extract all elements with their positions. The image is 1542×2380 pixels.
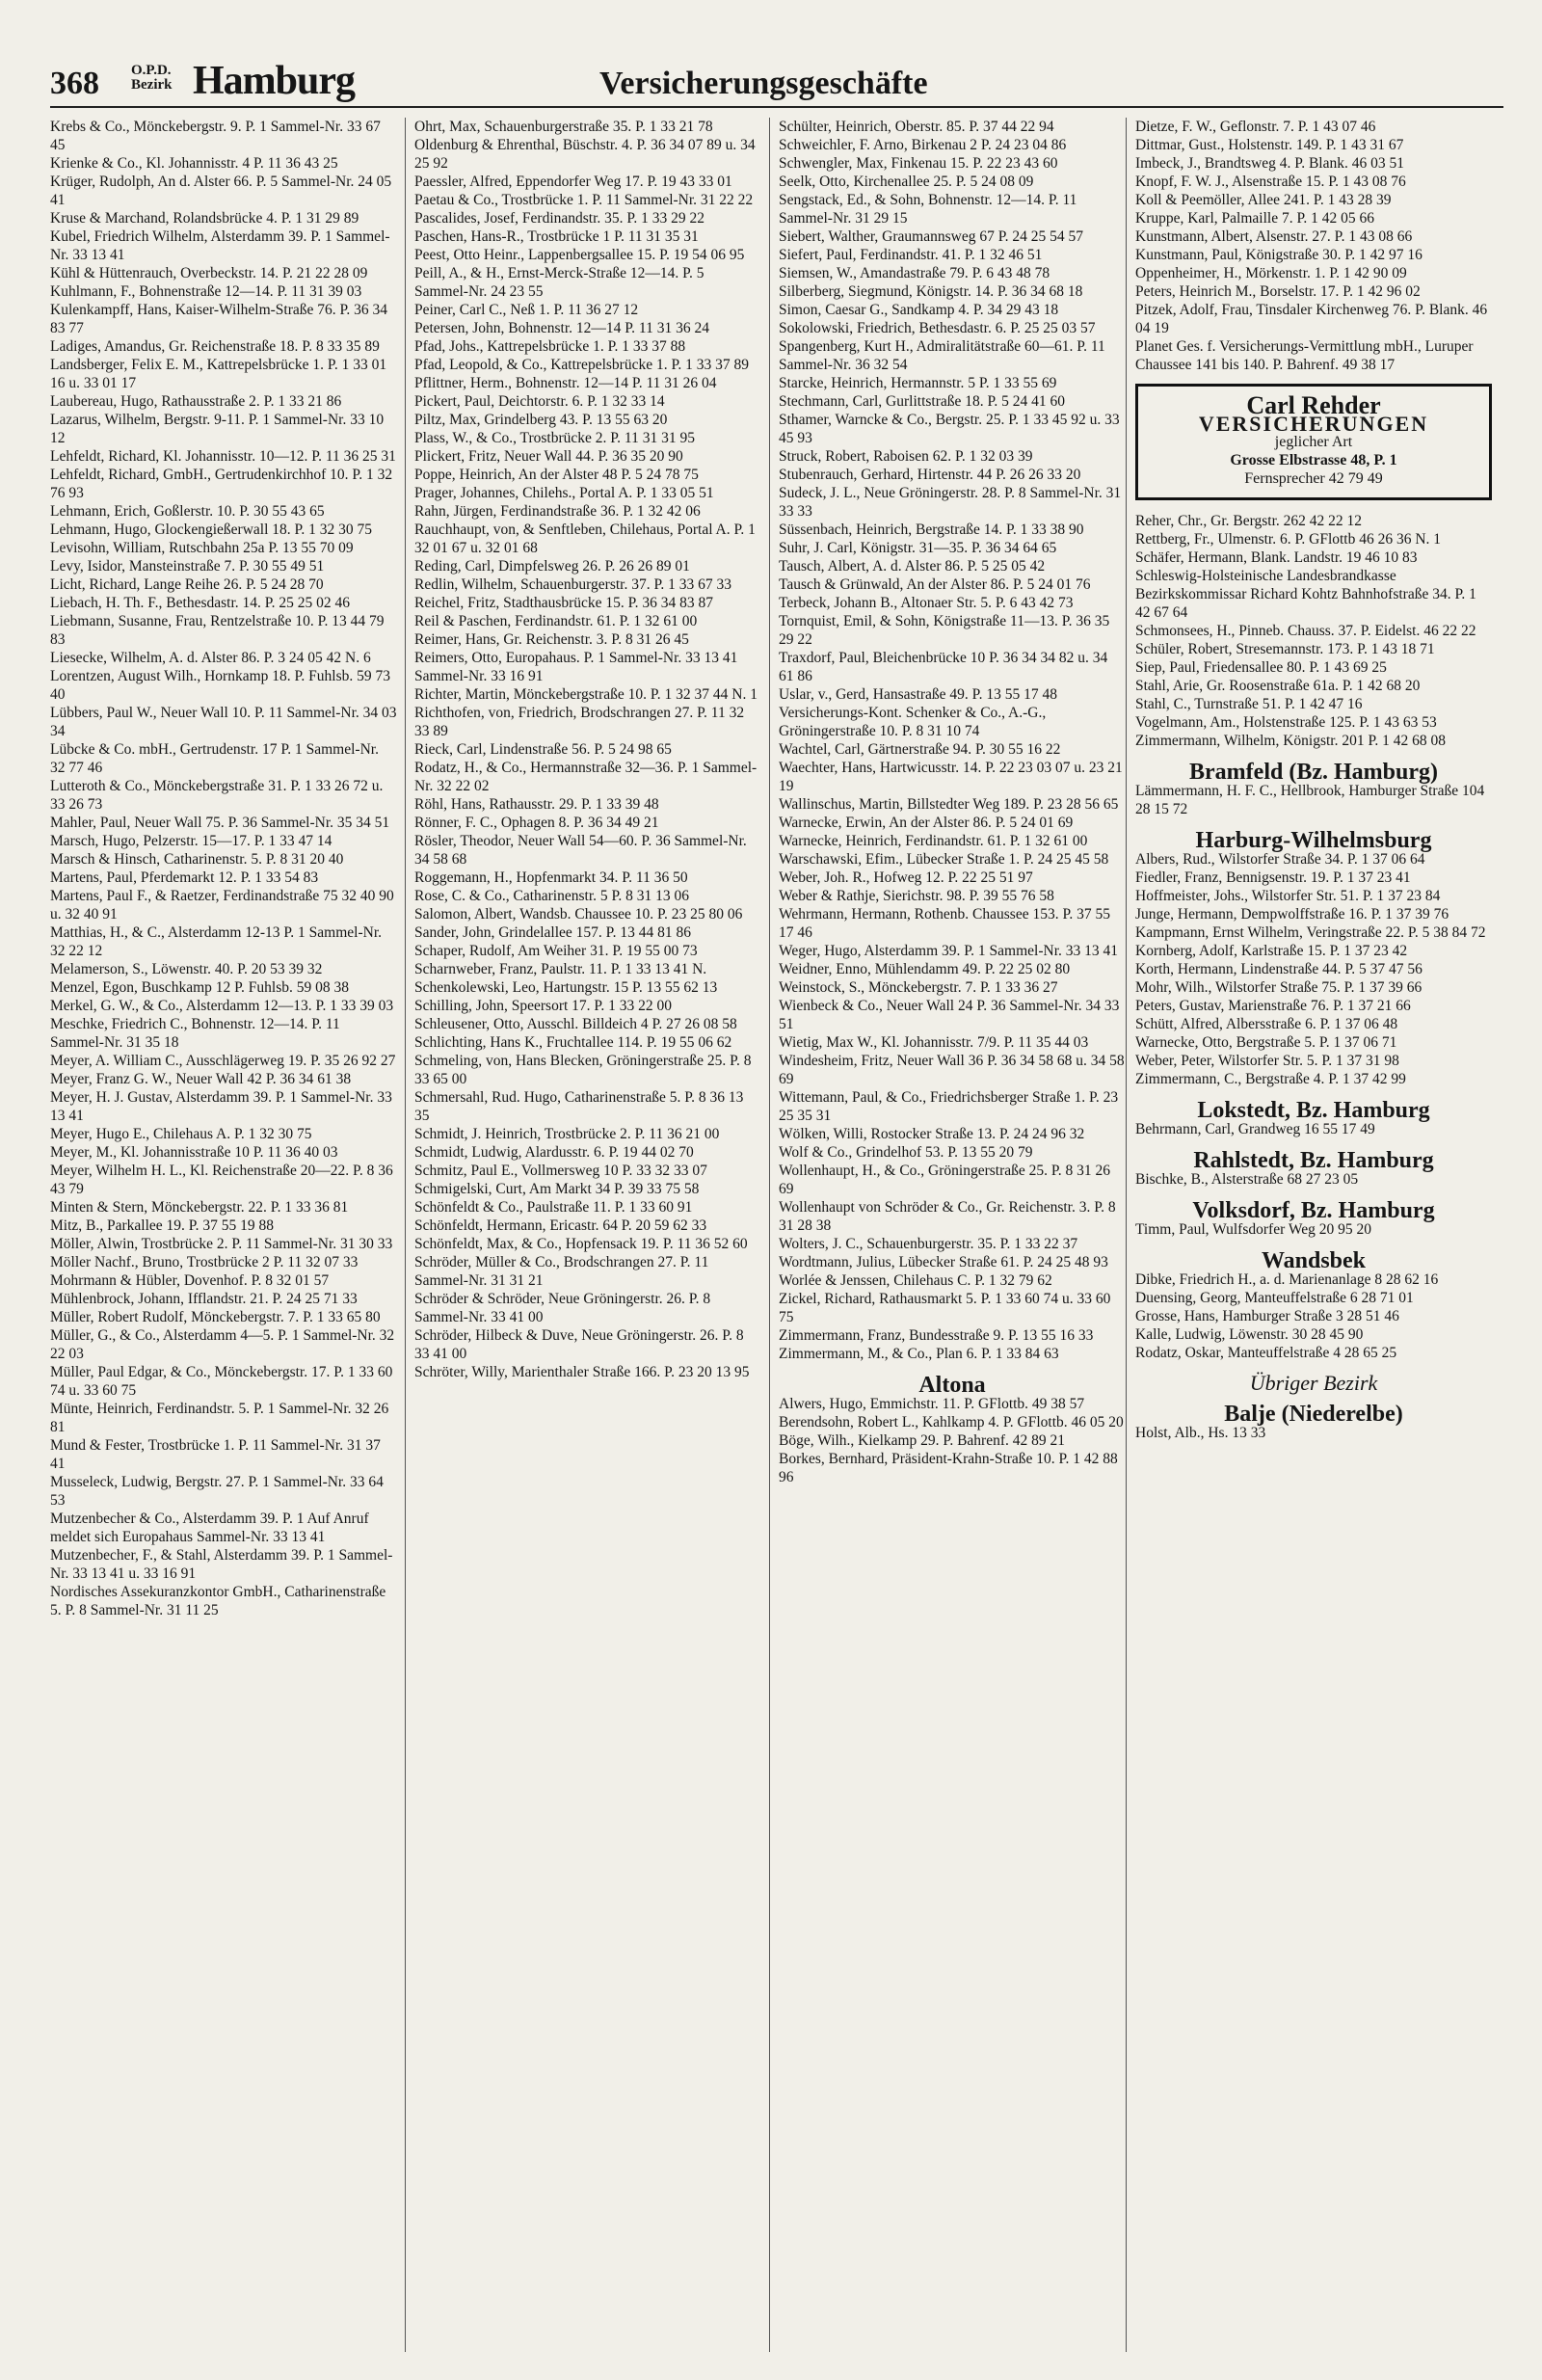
list-item: Peters, Heinrich M., Borselstr. 17. P. 1 42 96 02 — [1135, 283, 1421, 300]
list-item: Schmitz, Paul E., Vollmersweg 10 P. 33 32 33 07 — [414, 1163, 707, 1179]
list-item: Schäfer, Hermann, Blank. Landstr. 19 46 10 83 — [1135, 549, 1418, 566]
list-item: Versicherungs-Kont. Schenker & Co., A.-G., Gröningerstraße 10. P. 8 31 10 74 — [779, 705, 1047, 739]
list-item: Schönfeldt, Hermann, Ericastr. 64 P. 20 59 62 33 — [414, 1217, 707, 1234]
list-item: Tornquist, Emil, & Sohn, Königstraße 11—13. P. 36 35 29 22 — [779, 613, 1110, 648]
list-item: Koll & Peemöller, Allee 241. P. 1 43 28 39 — [1135, 192, 1392, 208]
district-heading: Wandsbek — [1261, 1248, 1367, 1273]
list-item: Alwers, Hugo, Emmichstr. 11. P. GFlottb. 49 38 57 — [779, 1396, 1085, 1412]
list-item: Schleswig-Holsteinische Landesbrandkasse Bezirkskommissar Richard Kohtz Bahnhofstraße 34. P. 1 42 67 64 — [1135, 568, 1476, 621]
list-item: Stubenrauch, Gerhard, Hirtenstr. 44 P. 26 26 33 20 — [779, 467, 1081, 483]
list-item: Paetau & Co., Trostbrücke 1. P. 11 Sammel-Nr. 31 22 22 — [414, 192, 754, 208]
list-item: Salomon, Albert, Wandsb. Chaussee 10. P. 23 25 80 06 — [414, 906, 743, 923]
list-item: Schröder & Schröder, Neue Gröningerstr. 26. P. 8 Sammel-Nr. 33 41 00 — [414, 1291, 711, 1325]
list-item: Zickel, Richard, Rathausmarkt 5. P. 1 33 60 74 u. 33 60 75 — [779, 1291, 1111, 1325]
district-heading: Bramfeld (Bz. Hamburg) — [1189, 760, 1438, 785]
list-item: Rönner, F. C., Ophagen 8. P. 36 34 49 21 — [414, 815, 659, 831]
list-item: Schröter, Willy, Marienthaler Straße 166. P. 23 20 13 95 — [414, 1364, 750, 1380]
list-item: Oppenheimer, H., Mörkenstr. 1. P. 1 42 90 09 — [1135, 265, 1407, 281]
ad-address: Grosse Elbstrasse 48, P. 1 — [1230, 452, 1397, 468]
list-item: Siep, Paul, Friedensallee 80. P. 1 43 69 25 — [1135, 659, 1387, 676]
list-item: Tausch, Albert, A. d. Alster 86. P. 5 25 05 42 — [779, 558, 1046, 575]
list-item: Matthias, H., & C., Alsterdamm 12-13 P. 1 Sammel-Nr. 32 22 12 — [50, 924, 382, 959]
list-item: Mund & Fester, Trostbrücke 1. P. 11 Sammel-Nr. 31 37 41 — [50, 1437, 381, 1472]
list-item: Warnecke, Erwin, An der Alster 86. P. 5 24 01 69 — [779, 815, 1074, 831]
list-item: Mühlenbrock, Johann, Ifflandstr. 21. P. 24 25 71 33 — [50, 1291, 358, 1307]
list-item: Zimmermann, Wilhelm, Königstr. 201 P. 1 42 68 08 — [1135, 733, 1446, 749]
list-item: Schütt, Alfred, Albersstraße 6. P. 1 37 06 48 — [1135, 1016, 1398, 1032]
list-item: Schülter, Heinrich, Oberstr. 85. P. 37 44 22 94 — [779, 119, 1054, 135]
column-2 — [414, 118, 761, 1381]
list-item: Plass, W., & Co., Trostbrücke 2. P. 11 31 31 95 — [414, 430, 695, 446]
district-heading: Harburg-Wilhelmsburg — [1195, 828, 1432, 853]
list-item: Pfad, Johs., Kattrepelsbrücke 1. P. 1 33 37 88 — [414, 338, 686, 355]
list-item: Rettberg, Fr., Ulmenstr. 6. P. GFlottb 46 26 36 N. 1 — [1135, 531, 1442, 548]
list-item: Lämmermann, H. F. C., Hellbrook, Hamburger Straße 104 28 15 72 — [1135, 783, 1485, 817]
list-item: Reding, Carl, Dimpfelsweg 26. P. 26 26 89 01 — [414, 558, 690, 575]
list-item: Warschawski, Efim., Lübecker Straße 1. P. 24 25 45 58 — [779, 851, 1109, 868]
list-item: Marsch, Hugo, Pelzerstr. 15—17. P. 1 33 47 14 — [50, 833, 332, 849]
list-item: Böge, Wilh., Kielkamp 29. P. Bahrenf. 42 89 21 — [779, 1432, 1066, 1449]
list-item: Windesheim, Fritz, Neuer Wall 36 P. 36 34 58 68 u. 34 58 69 — [779, 1053, 1125, 1087]
list-item: Holst, Alb., Hs. 13 33 — [1135, 1425, 1266, 1441]
list-item: Imbeck, J., Brandtsweg 4. P. Blank. 46 03 51 — [1135, 155, 1404, 172]
advertisement-box — [1135, 384, 1492, 500]
list-item: Münte, Heinrich, Ferdinandstr. 5. P. 1 Sammel-Nr. 32 26 81 — [50, 1401, 389, 1435]
list-item: Wehrmann, Hermann, Rothenb. Chaussee 153. P. 37 55 17 46 — [779, 906, 1111, 941]
list-item: Schmersahl, Rud. Hugo, Catharinenstraße 5. P. 8 36 13 35 — [414, 1089, 744, 1124]
list-item: Sander, John, Grindelallee 157. P. 13 44 81 86 — [414, 924, 691, 941]
directory-page — [50, 58, 1503, 2352]
list-item: Kühl & Hüttenrauch, Overbeckstr. 14. P. 21 22 28 09 — [50, 265, 368, 281]
list-item: Siefert, Paul, Ferdinandstr. 41. P. 1 32 46 51 — [779, 247, 1043, 263]
section-title: Versicherungsgeschäfte — [599, 66, 928, 101]
list-item: Müller, Paul Edgar, & Co., Mönckebergstr. 17. P. 1 33 60 74 u. 33 60 75 — [50, 1364, 393, 1399]
list-item: Lazarus, Wilhelm, Bergstr. 9-11. P. 1 Sammel-Nr. 33 10 12 — [50, 412, 385, 446]
list-item: Dittmar, Gust., Holstenstr. 149. P. 1 43 31 67 — [1135, 137, 1404, 153]
list-item: Reichel, Fritz, Stadthausbrücke 15. P. 36 34 83 87 — [414, 595, 713, 611]
list-item: Pfad, Leopold, & Co., Kattrepelsbrücke 1. P. 1 33 37 89 — [414, 357, 749, 373]
list-item: Nordisches Assekuranzkontor GmbH., Catharinenstraße 5. P. 8 Sammel-Nr. 31 11 25 — [50, 1584, 386, 1618]
list-item: Peill, A., & H., Ernst-Merck-Straße 12—14. P. 5 Sammel-Nr. 24 23 55 — [414, 265, 705, 300]
opd-label: O.P.D. Bezirk — [131, 63, 173, 93]
uebriger-bezirk: Übriger Bezirk — [1249, 1371, 1378, 1395]
list-item: Uslar, v., Gerd, Hansastraße 49. P. 13 55 17 48 — [779, 686, 1057, 703]
list-item: Reimer, Hans, Gr. Reichenstr. 3. P. 8 31 26 45 — [414, 631, 689, 648]
list-item: Weber, Peter, Wilstorfer Str. 5. P. 1 37 31 98 — [1135, 1053, 1399, 1069]
column-3 — [779, 118, 1126, 1486]
list-item: Borkes, Bernhard, Präsident-Krahn-Straße 10. P. 1 42 88 96 — [779, 1451, 1118, 1485]
list-item: Terbeck, Johann B., Altonaer Str. 5. P. 6 43 42 73 — [779, 595, 1074, 611]
list-item: Pflittner, Herm., Bohnenstr. 12—14 P. 11 31 26 04 — [414, 375, 717, 391]
list-item: Peters, Gustav, Marienstraße 76. P. 1 37 21 66 — [1135, 998, 1411, 1014]
list-item: Levy, Isidor, Mansteinstraße 7. P. 30 55 49 51 — [50, 558, 325, 575]
page-number: 368 — [50, 66, 99, 101]
list-item: Rodatz, Oskar, Manteuffelstraße 4 28 65 25 — [1135, 1345, 1397, 1361]
list-item: Behrmann, Carl, Grandweg 16 55 17 49 — [1135, 1121, 1375, 1137]
list-item: Dibke, Friedrich H., a. d. Marienanlage 8 28 62 16 — [1135, 1271, 1439, 1288]
list-item: Weinstock, S., Mönckebergstr. 7. P. 1 33 36 27 — [779, 979, 1058, 996]
list-item: Laubereau, Hugo, Rathausstraße 2. P. 1 33 21 86 — [50, 393, 342, 410]
list-item: Kulenkampff, Hans, Kaiser-Wilhelm-Straße 76. P. 36 34 83 77 — [50, 302, 388, 336]
list-item: Siemsen, W., Amandastraße 79. P. 6 43 48 78 — [779, 265, 1050, 281]
list-item: Planet Ges. f. Versicherungs-Vermittlung mbH., Luruper Chaussee 141 bis 140. P. Bahrenf. 49 38 17 — [1135, 338, 1474, 373]
list-item: Kampmann, Ernst Wilhelm, Veringstraße 22. P. 5 38 84 72 — [1135, 924, 1486, 941]
city-title: Hamburg — [193, 59, 356, 103]
list-item: Wolters, J. C., Schauenburgerstr. 35. P. 1 33 22 37 — [779, 1236, 1078, 1252]
list-item: Simon, Caesar G., Sandkamp 4. P. 34 29 43 18 — [779, 302, 1059, 318]
list-item: Kruse & Marchand, Rolandsbrücke 4. P. 1 31 29 89 — [50, 210, 359, 227]
list-item: Silberberg, Siegmund, Königstr. 14. P. 36 34 68 18 — [779, 283, 1083, 300]
list-item: Spangenberg, Kurt H., Admiralitätstraße 60—61. P. 11 Sammel-Nr. 36 32 54 — [779, 338, 1105, 373]
list-item: Liesecke, Wilhelm, A. d. Alster 86. P. 3 24 05 42 N. 6 — [50, 650, 371, 666]
list-item: Lehmann, Erich, Goßlerstr. 10. P. 30 55 43 65 — [50, 503, 325, 520]
list-item: Menzel, Egon, Buschkamp 12 P. Fuhlsb. 59 08 38 — [50, 979, 349, 996]
list-item: Lorentzen, August Wilh., Hornkamp 18. P. Fuhlsb. 59 73 40 — [50, 668, 390, 703]
list-item: Wachtel, Carl, Gärtnerstraße 94. P. 30 55 16 22 — [779, 741, 1061, 758]
list-item: Schmidt, Ludwig, Alardusstr. 6. P. 19 44 02 70 — [414, 1144, 694, 1161]
page-header — [50, 58, 1503, 108]
list-item: Richter, Martin, Mönckebergstraße 10. P. 1 32 37 44 N. 1 — [414, 686, 758, 703]
list-item: Warnecke, Otto, Bergstraße 5. P. 1 37 06 71 — [1135, 1034, 1397, 1051]
list-item: Seelk, Otto, Kirchenallee 25. P. 5 24 08 09 — [779, 174, 1034, 190]
list-item: Fiedler, Franz, Bennigsenstr. 19. P. 1 37 23 41 — [1135, 869, 1411, 886]
list-item: Wolf & Co., Grindelhof 53. P. 13 55 20 79 — [779, 1144, 1033, 1161]
list-item: Levisohn, William, Rutschbahn 25a P. 13 55 70 09 — [50, 540, 354, 556]
list-item: Plickert, Fritz, Neuer Wall 44. P. 36 35 20 90 — [414, 448, 683, 465]
list-item: Lutteroth & Co., Mönckebergstraße 31. P. 1 33 26 72 u. 33 26 73 — [50, 778, 384, 813]
list-item: Rauchhaupt, von, & Senftleben, Chilehaus, Portal A. P. 1 32 01 67 u. 32 01 68 — [414, 521, 756, 556]
list-item: Müller, Robert Rudolf, Mönckebergstr. 7. P. 1 33 65 80 — [50, 1309, 381, 1325]
list-item: Kruppe, Karl, Palmaille 7. P. 1 42 05 66 — [1135, 210, 1374, 227]
list-item: Schlichting, Hans K., Fruchtallee 114. P. 19 55 06 62 — [414, 1034, 732, 1051]
list-item: Bischke, B., Alsterstraße 68 27 23 05 — [1135, 1171, 1359, 1188]
list-item: Müller, G., & Co., Alsterdamm 4—5. P. 1 Sammel-Nr. 32 22 03 — [50, 1327, 395, 1362]
list-item: Schmeling, von, Hans Blecken, Gröningerstraße 25. P. 8 33 65 00 — [414, 1053, 752, 1087]
list-item: Waechter, Hans, Hartwicusstr. 14. P. 22 23 03 07 u. 23 21 19 — [779, 760, 1123, 794]
list-item: Schwengler, Max, Finkenau 15. P. 22 23 43 60 — [779, 155, 1058, 172]
list-item: Siebert, Walther, Graumannsweg 67 P. 24 25 54 57 — [779, 228, 1083, 245]
list-item: Roggemann, H., Hopfenmarkt 34. P. 11 36 50 — [414, 869, 688, 886]
list-item: Schmigelski, Curt, Am Markt 34 P. 39 33 75 58 — [414, 1181, 700, 1197]
list-item: Korth, Hermann, Lindenstraße 44. P. 5 37 47 56 — [1135, 961, 1422, 977]
list-item: Rose, C. & Co., Catharinenstr. 5 P. 8 31 13 06 — [414, 888, 690, 904]
district-heading: Lokstedt, Bz. Hamburg — [1197, 1098, 1430, 1123]
list-item: Rieck, Carl, Lindenstraße 56. P. 5 24 98 65 — [414, 741, 672, 758]
list-item: Martens, Paul F., & Raetzer, Ferdinandstraße 75 32 40 90 u. 32 40 91 — [50, 888, 394, 923]
list-item: Merkel, G. W., & Co., Alsterdamm 12—13. P. 1 33 39 03 — [50, 998, 394, 1014]
list-item: Prager, Johannes, Chilehs., Portal A. P. 1 33 05 51 — [414, 485, 714, 501]
list-item: Meyer, Hugo E., Chilehaus A. P. 1 32 30 75 — [50, 1126, 312, 1142]
list-item: Junge, Hermann, Dempwolffstraße 16. P. 1 37 39 76 — [1135, 906, 1449, 923]
list-item: Wienbeck & Co., Neuer Wall 24 P. 36 Sammel-Nr. 34 33 51 — [779, 998, 1120, 1032]
list-item: Kunstmann, Paul, Königstraße 30. P. 1 42 97 16 — [1135, 247, 1422, 263]
list-item: Lehfeldt, Richard, Kl. Johannisstr. 10—12. P. 11 36 25 31 — [50, 448, 396, 465]
list-item: Traxdorf, Paul, Bleichenbrücke 10 P. 36 34 34 82 u. 34 61 86 — [779, 650, 1108, 684]
list-item: Mohrmann & Hübler, Dovenhof. P. 8 32 01 57 — [50, 1272, 330, 1289]
list-item: Meyer, Wilhelm H. L., Kl. Reichenstraße 20—22. P. 8 36 43 79 — [50, 1163, 393, 1197]
list-item: Lehfeldt, Richard, GmbH., Gertrudenkirchhof 10. P. 1 32 76 93 — [50, 467, 393, 501]
list-item: Sudeck, J. L., Neue Gröningerstr. 28. P. 8 Sammel-Nr. 31 33 33 — [779, 485, 1122, 520]
list-item: Kunstmann, Albert, Alsenstr. 27. P. 1 43 08 66 — [1135, 228, 1413, 245]
list-item: Petersen, John, Bohnenstr. 12—14 P. 11 31 36 24 — [414, 320, 709, 336]
list-item: Wollenhaupt, H., & Co., Gröningerstraße 25. P. 8 31 26 69 — [779, 1163, 1111, 1197]
list-item: Poppe, Heinrich, An der Alster 48 P. 5 24 78 75 — [414, 467, 699, 483]
list-item: Rodatz, H., & Co., Hermannstraße 32—36. P. 1 Sammel-Nr. 32 22 02 — [414, 760, 758, 794]
list-item: Kornberg, Adolf, Karlstraße 15. P. 1 37 23 42 — [1135, 943, 1408, 959]
list-item: Minten & Stern, Mönckebergstr. 22. P. 1 33 36 81 — [50, 1199, 349, 1216]
ad-phone: Fernsprecher 42 79 49 — [1244, 470, 1383, 487]
list-item: Martens, Paul, Pferdemarkt 12. P. 1 33 54 83 — [50, 869, 319, 886]
list-item: Peest, Otto Heinr., Lappenbergsallee 15. P. 19 54 06 95 — [414, 247, 745, 263]
list-item: Lübbers, Paul W., Neuer Wall 10. P. 11 Sammel-Nr. 34 03 34 — [50, 705, 397, 739]
district-heading-balje: Balje (Niederelbe) — [1224, 1402, 1403, 1427]
district-heading-altona: Altona — [918, 1373, 986, 1398]
list-item: Schilling, John, Speersort 17. P. 1 33 22 00 — [414, 998, 672, 1014]
list-item: Mohr, Wilh., Wilstorfer Straße 75. P. 1 37 39 66 — [1135, 979, 1422, 996]
list-item: Reher, Chr., Gr. Bergstr. 262 42 22 12 — [1135, 513, 1363, 529]
list-item: Hoffmeister, Johs., Wilstorfer Str. 51. P. 1 37 23 84 — [1135, 888, 1441, 904]
list-item: Duensing, Georg, Manteuffelstraße 6 28 71 01 — [1135, 1290, 1414, 1306]
list-item: Timm, Paul, Wulfsdorfer Weg 20 95 20 — [1135, 1221, 1371, 1238]
list-item: Meyer, A. William C., Ausschlägerweg 19. P. 35 26 92 27 — [50, 1053, 396, 1069]
list-item: Möller, Alwin, Trostbrücke 2. P. 11 Sammel-Nr. 31 30 33 — [50, 1236, 393, 1252]
district-heading: Rahlstedt, Bz. Hamburg — [1193, 1148, 1434, 1173]
list-item: Marsch & Hinsch, Catharinenstr. 5. P. 8 31 20 40 — [50, 851, 344, 868]
list-item: Starcke, Heinrich, Hermannstr. 5 P. 1 33 55 69 — [779, 375, 1057, 391]
list-item: Reil & Paschen, Ferdinandstr. 61. P. 1 32 61 00 — [414, 613, 698, 629]
list-item: Mitz, B., Parkallee 19. P. 37 55 19 88 — [50, 1217, 275, 1234]
list-item: Wölken, Willi, Rostocker Straße 13. P. 24 24 96 32 — [779, 1126, 1085, 1142]
list-item: Kalle, Ludwig, Löwenstr. 30 28 45 90 — [1135, 1326, 1364, 1343]
list-item: Pitzek, Adolf, Frau, Tinsdaler Kirchenweg 76. P. Blank. 46 04 19 — [1135, 302, 1488, 336]
list-item: Scharnweber, Franz, Paulstr. 11. P. 1 33 13 41 N. — [414, 961, 707, 977]
list-item: Tausch & Grünwald, An der Alster 86. P. 5 24 01 76 — [779, 576, 1091, 593]
list-item: Stechmann, Carl, Gurlittstraße 18. P. 5 24 41 60 — [779, 393, 1066, 410]
list-item: Melamerson, S., Löwenstr. 40. P. 20 53 39 32 — [50, 961, 323, 977]
ad-subtitle: jeglicher Art — [1274, 434, 1353, 450]
list-item: Suhr, J. Carl, Königstr. 31—35. P. 36 34 64 65 — [779, 540, 1057, 556]
column-1 — [50, 118, 397, 1619]
list-item: Oldenburg & Ehrenthal, Büschstr. 4. P. 36 34 07 89 u. 34 25 92 — [414, 137, 756, 172]
list-item: Schönfeldt, Max, & Co., Hopfensack 19. P. 11 36 52 60 — [414, 1236, 748, 1252]
list-item: Dietze, F. W., Geflonstr. 7. P. 1 43 07 46 — [1135, 119, 1376, 135]
list-item: Meschke, Friedrich C., Bohnenstr. 12—14. P. 11 Sammel-Nr. 31 35 18 — [50, 1016, 340, 1051]
list-item: Knopf, F. W. J., Alsenstraße 15. P. 1 43 08 76 — [1135, 174, 1406, 190]
list-item: Mahler, Paul, Neuer Wall 75. P. 36 Sammel-Nr. 35 34 51 — [50, 815, 390, 831]
list-item: Berendsohn, Robert L., Kahlkamp 4. P. GFlottb. 46 05 20 — [779, 1414, 1124, 1431]
list-item: Weber & Rathje, Sierichstr. 98. P. 39 55 76 58 — [779, 888, 1054, 904]
list-item: Röhl, Hans, Rathausstr. 29. P. 1 33 39 48 — [414, 796, 659, 813]
list-item: Paschen, Hans-R., Trostbrücke 1 P. 11 31 35 31 — [414, 228, 699, 245]
columns — [50, 118, 1503, 2352]
list-item: Krüger, Rudolph, An d. Alster 66. P. 5 Sammel-Nr. 24 05 41 — [50, 174, 392, 208]
list-item: Schönfeldt & Co., Paulstraße 11. P. 1 33 60 91 — [414, 1199, 693, 1216]
list-item: Wietig, Max W., Kl. Johannisstr. 7/9. P. 11 35 44 03 — [779, 1034, 1089, 1051]
list-item: Redlin, Wilhelm, Schauenburgerstr. 37. P. 1 33 67 33 — [414, 576, 732, 593]
list-item: Schröder, Müller & Co., Brodschrangen 27. P. 11 Sammel-Nr. 31 31 21 — [414, 1254, 709, 1289]
list-item: Meyer, Franz G. W., Neuer Wall 42 P. 36 34 61 38 — [50, 1071, 352, 1087]
list-item: Pickert, Paul, Deichtorstr. 6. P. 1 32 33 14 — [414, 393, 665, 410]
list-item: Musseleck, Ludwig, Bergstr. 27. P. 1 Sammel-Nr. 33 64 53 — [50, 1474, 384, 1509]
list-item: Wallinschus, Martin, Billstedter Weg 189. P. 23 28 56 65 — [779, 796, 1119, 813]
list-item: Sokolowski, Friedrich, Bethesdastr. 6. P. 25 25 03 57 — [779, 320, 1096, 336]
list-item: Krienke & Co., Kl. Johannisstr. 4 P. 11 36 43 25 — [50, 155, 338, 172]
list-item: Struck, Robert, Raboisen 62. P. 1 32 03 39 — [779, 448, 1033, 465]
list-item: Wittemann, Paul, & Co., Friedrichsberger Straße 1. P. 23 25 35 31 — [779, 1089, 1119, 1124]
list-item: Zimmermann, M., & Co., Plan 6. P. 1 33 84 63 — [779, 1346, 1059, 1362]
ad-title: VERSICHERUNGEN — [1198, 412, 1429, 436]
list-item: Ladiges, Amandus, Gr. Reichenstraße 18. P. 8 33 35 89 — [50, 338, 380, 355]
list-item: Reimers, Otto, Europahaus. P. 1 Sammel-Nr. 33 13 41 Sammel-Nr. 33 16 91 — [414, 650, 738, 684]
list-item: Krebs & Co., Mönckebergstr. 9. P. 1 Sammel-Nr. 33 67 45 — [50, 119, 381, 153]
list-item: Pascalides, Josef, Ferdinandstr. 35. P. 1 33 29 22 — [414, 210, 705, 227]
list-item: Stahl, C., Turnstraße 51. P. 1 42 47 16 — [1135, 696, 1363, 712]
list-item: Sengstack, Ed., & Sohn, Bohnenstr. 12—14. P. 11 Sammel-Nr. 31 29 15 — [779, 192, 1077, 227]
list-item: Weidner, Enno, Mühlendamm 49. P. 22 25 02 80 — [779, 961, 1071, 977]
list-item: Worlée & Jenssen, Chilehaus C. P. 1 32 79 62 — [779, 1272, 1052, 1289]
list-item: Ohrt, Max, Schauenburgerstraße 35. P. 1 33 21 78 — [414, 119, 713, 135]
list-item: Weber, Joh. R., Hofweg 12. P. 22 25 51 97 — [779, 869, 1033, 886]
list-item: Schmonsees, H., Pinneb. Chauss. 37. P. Eidelst. 46 22 22 — [1135, 623, 1476, 639]
list-item: Lehmann, Hugo, Glockengießerwall 18. P. 1 32 30 75 — [50, 521, 373, 538]
list-item: Landsberger, Felix E. M., Kattrepelsbrücke 1. P. 1 33 01 16 u. 33 01 17 — [50, 357, 387, 391]
list-item: Möller Nachf., Bruno, Trostbrücke 2 P. 11 32 07 33 — [50, 1254, 359, 1270]
list-item: Rahn, Jürgen, Ferdinandstraße 36. P. 1 32 42 06 — [414, 503, 701, 520]
list-item: Schmidt, J. Heinrich, Trostbrücke 2. P. 11 36 21 00 — [414, 1126, 720, 1142]
list-item: Schenkolewski, Leo, Hartungstr. 15 P. 13 55 62 13 — [414, 979, 718, 996]
list-item: Wordtmann, Julius, Lübecker Straße 61. P. 24 25 48 93 — [779, 1254, 1108, 1270]
list-item: Wollenhaupt von Schröder & Co., Gr. Reichenstr. 3. P. 8 31 28 38 — [779, 1199, 1116, 1234]
list-item: Weger, Hugo, Alsterdamm 39. P. 1 Sammel-Nr. 33 13 41 — [779, 943, 1119, 959]
list-item: Piltz, Max, Grindelberg 43. P. 13 55 63 20 — [414, 412, 668, 428]
list-item: Liebmann, Susanne, Frau, Rentzelstraße 10. P. 13 44 79 83 — [50, 613, 385, 648]
list-item: Albers, Rud., Wilstorfer Straße 34. P. 1 37 06 64 — [1135, 851, 1425, 868]
ad-name: Carl Rehder — [1246, 391, 1381, 419]
list-item: Meyer, H. J. Gustav, Alsterdamm 39. P. 1 Sammel-Nr. 33 13 41 — [50, 1089, 392, 1124]
list-item: Sthamer, Warncke & Co., Bergstr. 25. P. 1 33 45 92 u. 33 45 93 — [779, 412, 1120, 446]
list-item: Liebach, H. Th. F., Bethesdastr. 14. P. 25 25 02 46 — [50, 595, 351, 611]
list-item: Meyer, M., Kl. Johannisstraße 10 P. 11 36 40 03 — [50, 1144, 338, 1161]
list-item: Vogelmann, Am., Holstenstraße 125. P. 1 43 63 53 — [1135, 714, 1437, 731]
list-item: Süssenbach, Heinrich, Bergstraße 14. P. 1 33 38 90 — [779, 521, 1084, 538]
list-item: Lübcke & Co. mbH., Gertrudenstr. 17 P. 1 Sammel-Nr. 32 77 46 — [50, 741, 379, 776]
list-item: Mutzenbecher, F., & Stahl, Alsterdamm 39. P. 1 Sammel-Nr. 33 13 41 u. 33 16 91 — [50, 1547, 393, 1582]
list-item: Zimmermann, Franz, Bundesstraße 9. P. 13 55 16 33 — [779, 1327, 1094, 1344]
list-item: Warnecke, Heinrich, Ferdinandstr. 61. P. 1 32 61 00 — [779, 833, 1088, 849]
list-item: Kubel, Friedrich Wilhelm, Alsterdamm 39. P. 1 Sammel-Nr. 33 13 41 — [50, 228, 390, 263]
list-item: Schweichler, F. Arno, Birkenau 2 P. 24 23 04 86 — [779, 137, 1067, 153]
list-item: Paessler, Alfred, Eppendorfer Weg 17. P. 19 43 33 01 — [414, 174, 732, 190]
list-item: Stahl, Arie, Gr. Roosenstraße 61a. P. 1 42 68 20 — [1135, 678, 1421, 694]
list-item: Schleusener, Otto, Ausschl. Billdeich 4 P. 27 26 08 58 — [414, 1016, 737, 1032]
list-item: Richthofen, von, Friedrich, Brodschrangen 27. P. 11 32 33 89 — [414, 705, 745, 739]
list-item: Licht, Richard, Lange Reihe 26. P. 5 24 28 70 — [50, 576, 324, 593]
column-4 — [1135, 118, 1492, 1442]
list-item: Schaper, Rudolf, Am Weiher 31. P. 19 55 00 73 — [414, 943, 698, 959]
list-item: Zimmermann, C., Bergstraße 4. P. 1 37 42 99 — [1135, 1071, 1406, 1087]
list-item: Grosse, Hans, Hamburger Straße 3 28 51 46 — [1135, 1308, 1399, 1324]
list-item: Schüler, Robert, Stresemannstr. 173. P. 1 43 18 71 — [1135, 641, 1435, 657]
district-heading: Volksdorf, Bz. Hamburg — [1192, 1198, 1435, 1223]
list-item: Kuhlmann, F., Bohnenstraße 12—14. P. 11 31 39 03 — [50, 283, 362, 300]
list-item: Rösler, Theodor, Neuer Wall 54—60. P. 36 Sammel-Nr. 34 58 68 — [414, 833, 747, 868]
list-item: Schröder, Hilbeck & Duve, Neue Gröningerstr. 26. P. 8 33 41 00 — [414, 1327, 744, 1362]
list-item: Mutzenbecher & Co., Alsterdamm 39. P. 1 Auf Anruf meldet sich Europahaus Sammel-Nr. 33 13 41 — [50, 1511, 369, 1545]
list-item: Peiner, Carl C., Neß 1. P. 11 36 27 12 — [414, 302, 639, 318]
